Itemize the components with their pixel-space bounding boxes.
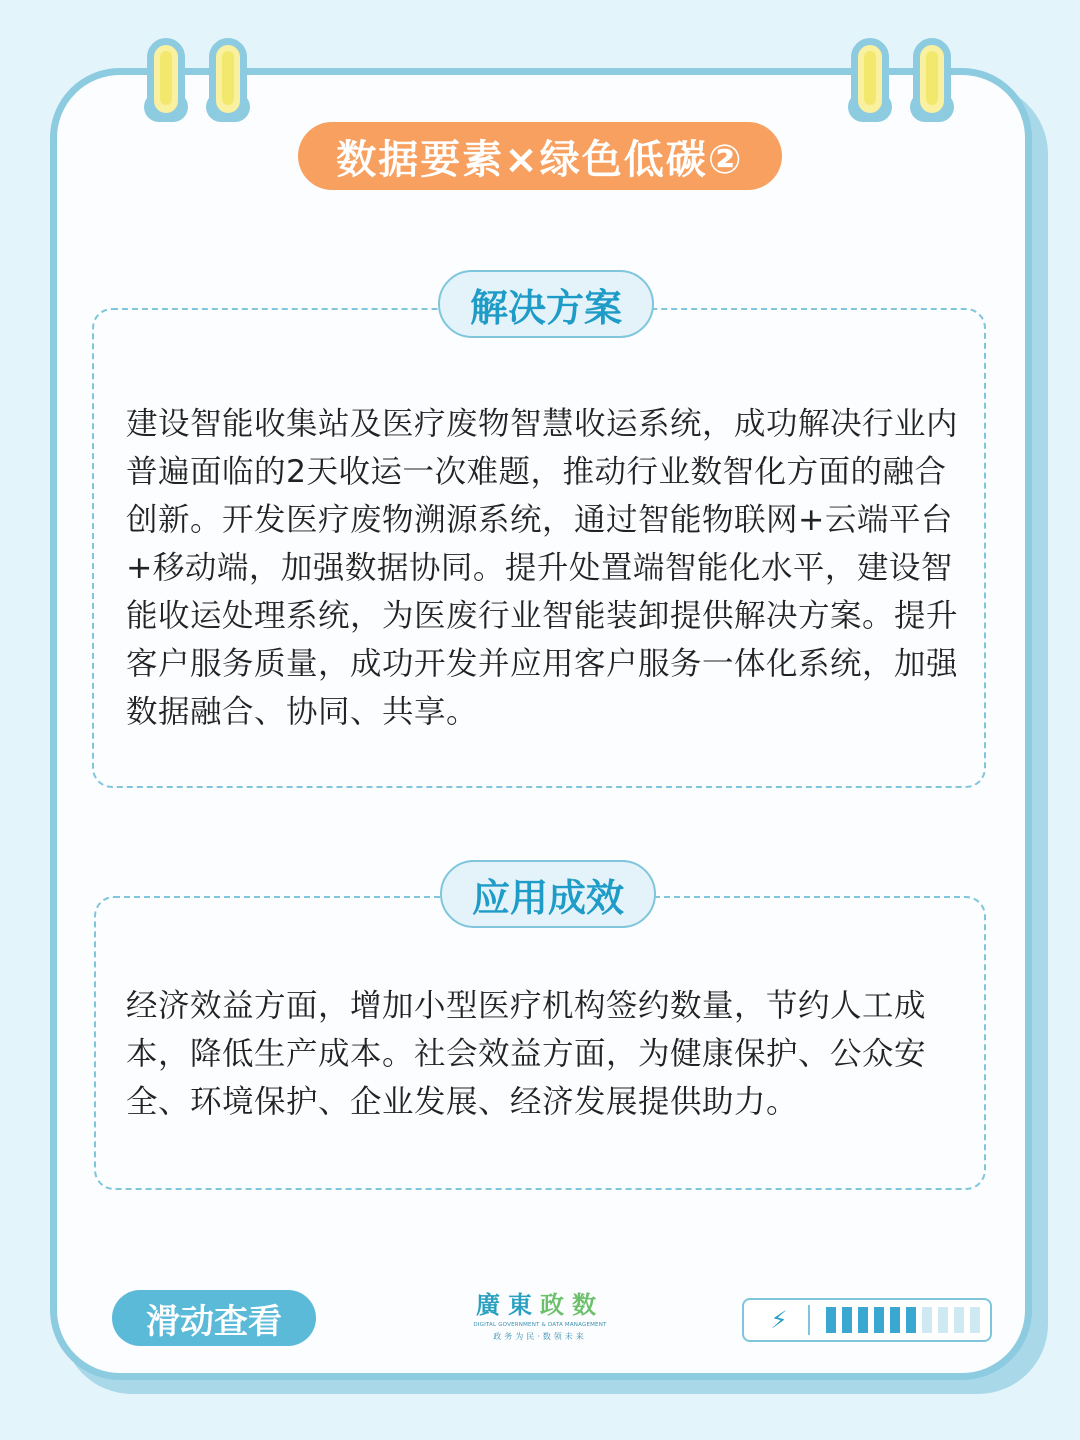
guangdong-zhengshu-logo	[460, 1290, 620, 1344]
binder-ring-icon	[913, 38, 951, 120]
binder-ring-icon	[209, 38, 247, 120]
battery-bar	[890, 1307, 900, 1333]
battery-bar	[970, 1307, 980, 1333]
battery-bar	[874, 1307, 884, 1333]
logo-part1: 廣東	[476, 1291, 540, 1319]
solution-body: 建设智能收集站及医疗废物智慧收运系统，成功解决行业内普遍面临的2天收运一次难题，推动行业数智化方面的融合创新。开发医疗废物溯源系统，通过智能物联网+云端平台+移动端，加强数据协同。提升处置端智能化水平，建设智能收运处理系统，为医废行业智能装卸提供解决方案。提升客户服务质量，成功开发并应用客户服务一体化系统，加强数据融合、协同、共享。	[126, 406, 959, 730]
battery-bar	[826, 1307, 836, 1333]
results-heading: 应用成效	[440, 860, 656, 928]
binder-ring-icon	[147, 38, 185, 120]
solution-heading: 解决方案	[438, 270, 654, 338]
results-body: 经济效益方面，增加小型医疗机构签约数量，节约人工成本，降低生产成本。社会效益方面，为健康保护、公众安全、环境保护、企业发展、经济发展提供助力。	[126, 988, 927, 1120]
lightning-bolt-icon: ⚡	[750, 1305, 810, 1335]
page-title: 数据要素×绿色低碳②	[298, 122, 782, 190]
battery-bar	[954, 1307, 964, 1333]
binder-ring-icon	[851, 38, 889, 120]
logo-part2: 政数	[540, 1291, 604, 1319]
battery-bar	[842, 1307, 852, 1333]
battery-indicator	[742, 1298, 992, 1342]
swipe-hint-label: 滑动查看	[112, 1290, 316, 1346]
logo-title	[460, 1290, 620, 1320]
battery-bar	[906, 1307, 916, 1333]
battery-bar	[922, 1307, 932, 1333]
logo-slogan: 政务为民·数领未来	[493, 1332, 587, 1341]
battery-bar	[938, 1307, 948, 1333]
logo-english: DIGITAL GOVERNMENT & DATA MANAGEMENT	[473, 1322, 607, 1328]
battery-bar	[858, 1307, 868, 1333]
